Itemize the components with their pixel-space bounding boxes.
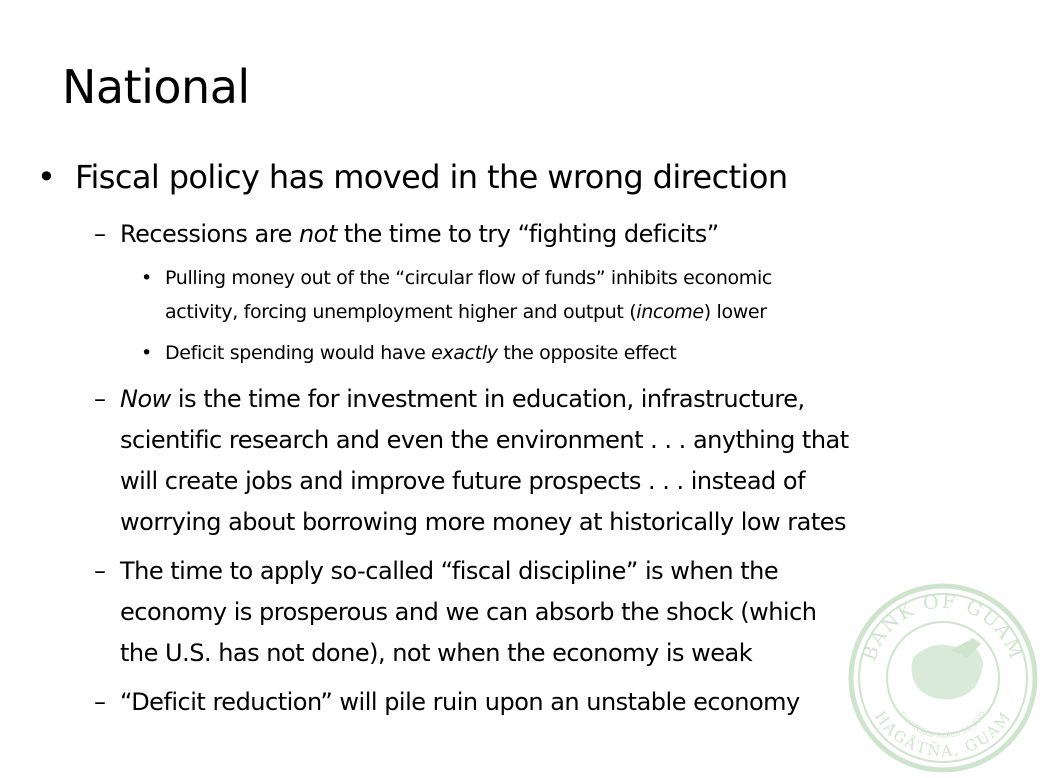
seal-inner-text: CHARTERED MARCH 13, 1972 [898, 709, 988, 741]
subbullet-recessions: Recessions are not the time to try “fighting deficits” [120, 220, 719, 248]
bullet-marker: • [141, 267, 152, 289]
seal-top-text: BANK OF GUAM [858, 590, 1028, 664]
seal-bottom-text: HAGÅTÑA, GUAM [870, 707, 1016, 761]
slide-title: National [62, 60, 250, 114]
subbullet-now-line1: Now is the time for investment in education, infrastructure, [120, 385, 805, 413]
subsubbullet-deficit-spending: Deficit spending would have exactly the opposite effect [165, 342, 677, 364]
bank-of-guam-seal-watermark [843, 578, 1043, 778]
subbullet-now-line2: scientific research and even the environment . . . anything that [120, 426, 849, 454]
dash-marker: – [94, 220, 106, 248]
dash-marker: – [94, 557, 106, 585]
bullet-marker: • [37, 158, 56, 196]
subbullet-fiscal-discipline-line1: The time to apply so-called “fiscal discipline” is when the [120, 557, 779, 585]
subbullet-now-line4: worrying about borrowing more money at historically low rates [120, 508, 847, 536]
subbullet-fiscal-discipline-line3: the U.S. has not done), not when the economy is weak [120, 639, 753, 667]
subbullet-deficit-reduction: “Deficit reduction” will pile ruin upon an unstable economy [120, 688, 800, 716]
dash-marker: – [94, 385, 106, 413]
subsubbullet-pulling-money-line2: activity, forcing unemployment higher and output (income) lower [165, 301, 767, 323]
dash-marker: – [94, 688, 106, 716]
bullet-marker: • [141, 342, 152, 364]
bullet-fiscal-policy: Fiscal policy has moved in the wrong direction [75, 158, 788, 196]
subsubbullet-pulling-money-line1: Pulling money out of the “circular flow of funds” inhibits economic [165, 267, 772, 289]
subbullet-now-line3: will create jobs and improve future prospects . . . instead of [120, 467, 806, 495]
subbullet-fiscal-discipline-line2: economy is prosperous and we can absorb the shock (which [120, 598, 817, 626]
